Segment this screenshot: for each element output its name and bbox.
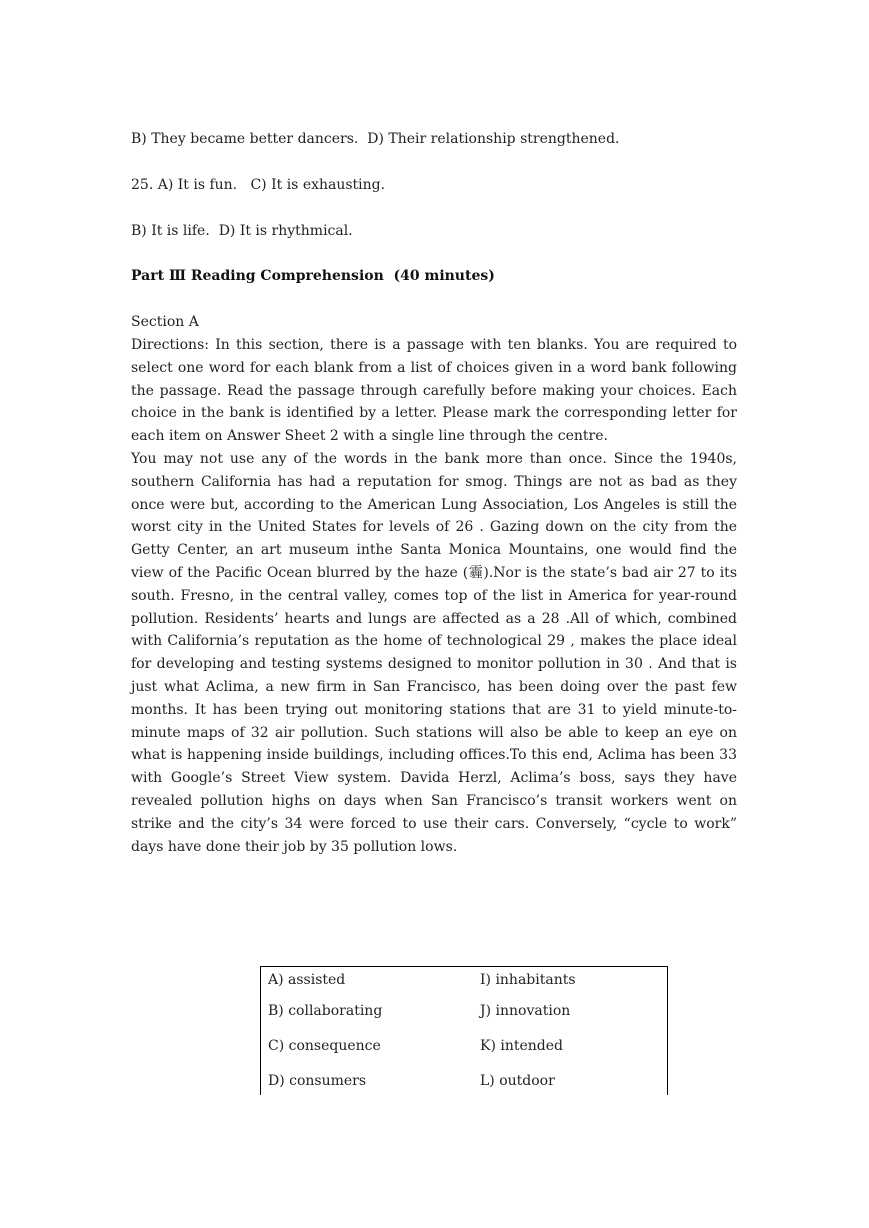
word-bank-row xyxy=(261,993,667,1028)
word-bank-row xyxy=(261,967,667,993)
passage-paragraph xyxy=(131,448,737,858)
document-page xyxy=(131,128,737,858)
word-bank-option: A) assisted xyxy=(268,972,346,988)
word-bank-option: C) consequence xyxy=(268,1037,381,1054)
word-bank-option: D) consumers xyxy=(268,1072,367,1089)
word-bank-option: J) innovation xyxy=(480,1002,571,1019)
word-bank-row xyxy=(261,1063,667,1098)
word-bank-option: B) collaborating xyxy=(268,1002,383,1019)
word-bank-row xyxy=(261,1028,667,1063)
word-bank-option: K) intended xyxy=(480,1037,564,1054)
word-bank-table xyxy=(260,966,668,1095)
passage-text: You may not use any of the words in the bank more than once. Since the 1940s, southern California has had a reputation for smog. Things are not as bad as they once were but, according to the American Lung Association, Los Angeles is still the worst city in the United States for levels of 26 . Gazing down on the city from the Getty Center, an art museum inthe Santa Monica Mountains, one would find the view of the Pacific Ocean blurred by the haze (霾).Nor is the state’s bad air 27 to its south. Fresno, in the central valley, comes top of the list in America for year-round pollution. Residents’ hearts and lungs are affected as a 28 .All of which, combined with California’s reputation as the home of technological 29 , makes the place ideal for developing and testing systems designed to monitor pollution in 30 . And that is just what Aclima, a new firm in San Francisco, has been doing over the past few months. It has been trying out monitoring stations that are 31 to yield minute-to-minute maps of 32 air pollution. Such stations will also be able to keep an eye on what is happening inside buildings, including offices.To this end, Aclima has been 33 with Google’s Street View system. Davida Herzl, Aclima’s boss, says they have revealed pollution highs on days when San Francisco’s transit workers went on strike and the city’s 34 were forced to use their cars. Conversely, “cycle to work” days have done their job by 35 pollution lows. xyxy=(131,450,737,855)
question-25-options-line-1: 25. A) It is fun. C) It is exhausting. xyxy=(131,176,386,193)
section-heading: Section A xyxy=(131,314,199,331)
directions-text: Directions: In this section, there is a passage with ten blanks. You are required to select one word for each blank from a list of choices given in a word bank following the passage. Read the passage through carefully before making your choices. Each choice in the bank is identified by a letter. Please mark the corresponding letter for each item on Answer Sheet 2 with a single line through the centre. xyxy=(131,336,737,445)
word-bank-option: I) inhabitants xyxy=(480,972,576,988)
question-25-options-line-2: B) It is life. D) It is rhythmical. xyxy=(131,222,353,239)
question-24-options-line-2: B) They became better dancers. D) Their relationship strengthened. xyxy=(131,131,620,147)
word-bank-option: L) outdoor xyxy=(480,1072,555,1089)
directions-paragraph xyxy=(131,334,737,448)
part-heading: Part Ⅲ Reading Comprehension (40 minutes) xyxy=(131,268,495,285)
